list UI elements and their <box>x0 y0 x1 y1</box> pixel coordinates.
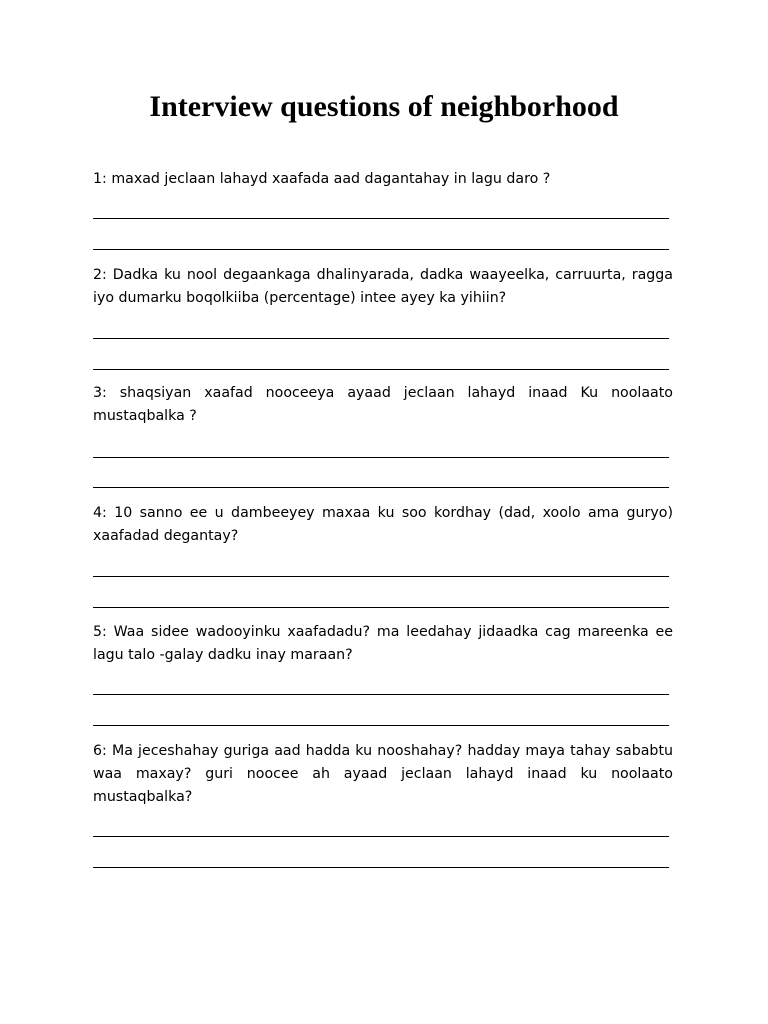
answer-line-2a <box>93 338 669 339</box>
answer-line-3a <box>93 457 669 458</box>
document-title: Interview questions of neighborhood <box>149 90 619 123</box>
question-6: 6: Ma jeceshahay guriga aad hadda ku nooshahay? hadday maya tahay sababtu waa maxay? guri noocee ah ayaad jeclaan lahayd inaad ku noolaato mustaqbalka? <box>93 743 673 805</box>
answer-line-1b <box>93 249 669 250</box>
answer-line-6a <box>93 836 669 837</box>
question-2: 2: Dadka ku nool degaankaga dhalinyarada, dadka waayeelka, carruurta, ragga iyo dumarku boqolkiiba (percentage) intee ayey ka yihiin? <box>93 267 673 306</box>
answer-line-6b <box>93 867 669 868</box>
answer-line-1a <box>93 218 669 219</box>
answer-line-4b <box>93 607 669 608</box>
answer-line-3b <box>93 487 669 488</box>
question-4: 4: 10 sanno ee u dambeeyey maxaa ku soo kordhay (dad, xoolo ama guryo) xaafadad degantay? <box>93 505 673 544</box>
answer-line-2b <box>93 369 669 370</box>
question-5: 5: Waa sidee wadooyinku xaafadadu? ma leedahay jidaadka cag mareenka ee lagu talo -galay dadku inay maraan? <box>93 624 673 663</box>
question-3: 3: shaqsiyan xaafad nooceeya ayaad jeclaan lahayd inaad Ku noolaato mustaqbalka ? <box>93 385 673 424</box>
question-1: 1: maxad jeclaan lahayd xaafada aad dagantahay in lagu daro ? <box>93 171 551 187</box>
answer-line-5a <box>93 694 669 695</box>
answer-line-4a <box>93 576 669 577</box>
answer-line-5b <box>93 725 669 726</box>
